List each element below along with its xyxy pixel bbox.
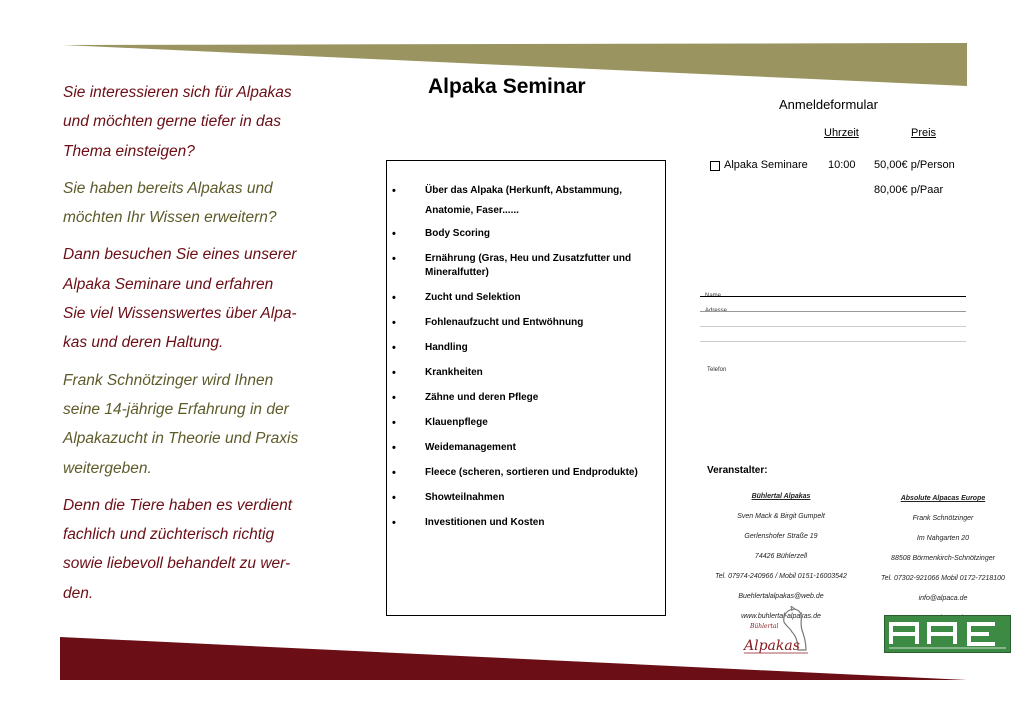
alpaca-ear	[791, 606, 795, 611]
address-field-line-2[interactable]	[700, 326, 966, 327]
bullet-icon: •	[392, 367, 396, 379]
organizer-title: Veranstalter:	[707, 465, 768, 476]
topic-item	[387, 291, 653, 305]
topic-item	[387, 516, 653, 530]
bullet-icon: •	[392, 492, 396, 504]
buehlertal-alpakas-logo	[740, 606, 814, 658]
logo-text-small: Bühlertal	[750, 623, 779, 630]
topic-item	[387, 366, 653, 380]
organizer-line: Tel. 07302-921066 Mobil 0172-7218100	[881, 575, 1005, 582]
form-title: Anmeldeformular	[779, 97, 878, 112]
bullet-icon: •	[392, 442, 396, 454]
topic-item	[387, 316, 653, 330]
topic-text: Body Scoring	[425, 228, 491, 239]
topic-text-cont: Anatomie, Faser......	[425, 205, 519, 216]
absolute-alpacas-europe-logo	[884, 615, 1011, 653]
organizer-line: Sven Mack & Birgit Gumpelt	[737, 513, 825, 520]
topic-item	[387, 227, 653, 241]
bullet-icon: •	[392, 292, 396, 304]
organizer-2	[870, 489, 1016, 629]
topic-text: Weidemanagement	[425, 442, 516, 453]
address-field-line[interactable]	[700, 311, 966, 312]
topic-text: Klauenpflege	[425, 417, 488, 428]
topic-item	[387, 341, 653, 355]
organizer-name: Bühlertal Alpakas	[751, 493, 811, 500]
text-line: und möchten gerne tiefer in das	[63, 113, 281, 131]
text-line: Sie viel Wissenswertes über Alpa-	[63, 305, 297, 323]
topic-text: Handling	[425, 342, 468, 353]
topic-item	[387, 466, 653, 480]
bullet-icon: •	[392, 185, 396, 197]
text-line: seine 14-jährige Erfahrung in der	[63, 400, 289, 418]
text-line: Sie haben bereits Alpakas und	[63, 179, 273, 197]
price-per-person: 50,00€ p/Person	[874, 159, 955, 171]
organizer-line: 88508 Börmenkirch-Schnötzinger	[891, 555, 995, 562]
topic-item	[387, 441, 653, 455]
text-line: möchten Ihr Wissen erweitern?	[63, 209, 277, 227]
organizer-line: Tel. 07974-240966 / Mobil 0151-16003542	[715, 573, 847, 580]
organizer-line: Gerlenshofer Straße 19	[744, 533, 818, 540]
topic-text: Investitionen und Kosten	[425, 517, 545, 528]
topics-list	[387, 161, 665, 530]
text-line: weitergeben.	[63, 459, 152, 477]
bullet-icon: •	[392, 467, 396, 479]
organizer-email[interactable]: Buehlertalalpakas@web.de	[738, 593, 824, 600]
topic-text: Showteilnahmen	[425, 492, 505, 503]
text-line: den.	[63, 584, 94, 602]
organizer-line: Im Nahgarten 20	[916, 535, 970, 542]
organizer-website[interactable]: www.buhlertal-alpakas.de	[741, 613, 821, 620]
text-line: kas und deren Haltung.	[63, 334, 224, 352]
text-line: Frank Schnötzinger wird Ihnen	[63, 371, 274, 389]
intro-paragraph-3	[63, 240, 323, 357]
column-header-time: Uhrzeit	[824, 127, 859, 139]
name-field-label: Name	[705, 293, 722, 299]
bullet-icon: •	[392, 517, 396, 529]
topic-text: Über das Alpaka (Herkunft, Abstammung,	[425, 185, 623, 196]
bullet-icon: •	[392, 228, 396, 240]
seminar-title: Alpaka Seminar	[428, 75, 586, 98]
topic-item	[387, 252, 653, 280]
text-line: Alpakazucht in Theorie und Praxis	[63, 430, 299, 448]
topic-item	[387, 181, 653, 221]
bullet-icon: •	[392, 392, 396, 404]
topic-text: Zucht und Selektion	[425, 292, 521, 303]
text-line: sowie liebevoll behandelt zu wer-	[63, 555, 291, 573]
topic-item	[387, 491, 653, 505]
intro-paragraph-4	[63, 366, 323, 483]
intro-text	[63, 78, 323, 608]
topic-text: Ernährung (Gras, Heu und Zusatzfutter und	[425, 253, 632, 264]
price-per-pair: 80,00€ p/Paar	[874, 184, 944, 196]
text-line: Thema einsteigen?	[63, 142, 195, 160]
aae-logo-graphic	[885, 616, 1010, 652]
name-field-line[interactable]	[700, 296, 966, 297]
topic-text: Zähne und deren Pflege	[425, 392, 539, 403]
text-line: fachlich und züchterisch richtig	[63, 526, 275, 544]
address-field-line-3[interactable]	[700, 341, 966, 342]
organizer-line: Frank Schnötzinger	[912, 515, 974, 522]
topics-box	[386, 160, 666, 616]
organizer-name: Absolute Alpacas Europe	[900, 495, 986, 502]
logo-text: Alpakas	[744, 638, 800, 654]
intro-paragraph-2	[63, 174, 323, 233]
intro-paragraph-5	[63, 491, 323, 608]
address-field-label: Adresse	[705, 308, 728, 314]
text-line: Alpaka Seminare und erfahren	[63, 275, 274, 293]
bullet-icon: •	[392, 253, 396, 265]
bullet-icon: •	[392, 417, 396, 429]
text-line: Dann besuchen Sie eines unserer	[63, 246, 297, 264]
topic-text: Fohlenaufzucht und Entwöhnung	[425, 317, 584, 328]
topic-text: Fleece (scheren, sortieren und Endprodukte)	[425, 467, 638, 478]
text-line: Denn die Tiere haben es verdient	[63, 496, 293, 514]
phone-field-label: Telefon	[707, 367, 727, 373]
column-header-price: Preis	[911, 127, 937, 139]
topic-item	[387, 416, 653, 430]
bullet-icon: •	[392, 342, 396, 354]
seminar-item-label: Alpaka Seminare	[724, 159, 808, 171]
intro-paragraph-1	[63, 78, 323, 166]
organizer-email[interactable]: info@alpaca.de	[918, 595, 968, 602]
topic-text: Krankheiten	[425, 367, 483, 378]
seminar-time: 10:00	[828, 159, 856, 171]
topic-text-cont: Mineralfutter)	[425, 267, 489, 278]
seminar-checkbox[interactable]	[710, 161, 720, 171]
topic-item	[387, 391, 653, 405]
aae-letters	[891, 624, 995, 644]
bottom-maroon-band	[60, 637, 967, 680]
organizer-line: 74426 Bühlerzell	[754, 553, 808, 560]
text-line: Sie interessieren sich für Alpakas	[63, 84, 292, 101]
bullet-icon: •	[392, 317, 396, 329]
